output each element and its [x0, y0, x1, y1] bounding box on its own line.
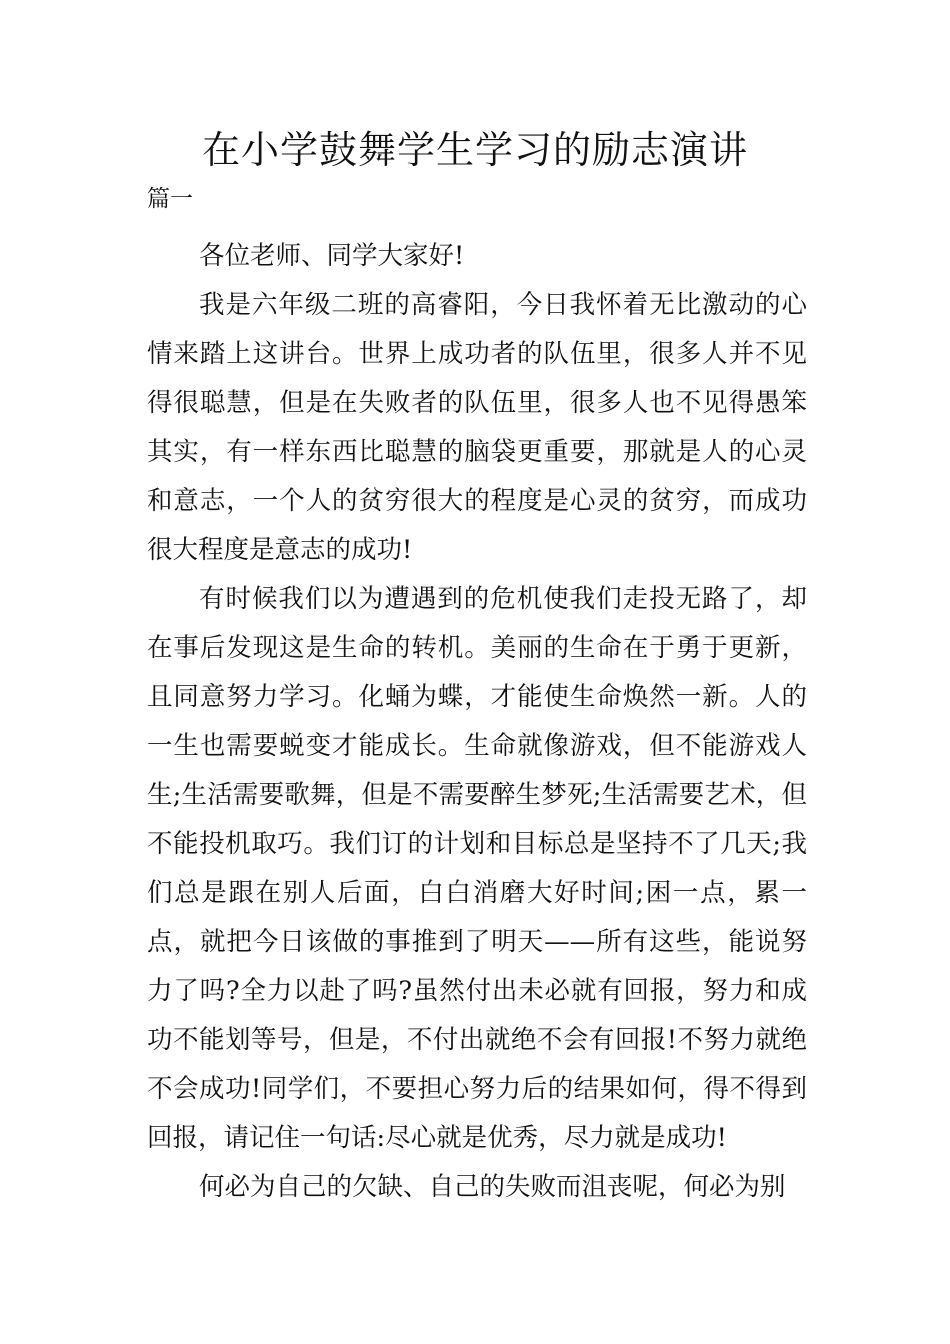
paragraph-effort: 有时候我们以为遭遇到的危机使我们走投无路了，却在事后发现这是生命的转机。美丽的生命在于勇于更新，且同意努力学习。化蛹为蝶，才能使生命焕然一新。人的一生也需要蜕变才能成长。生命就像游戏，但不能游戏人生;生活需要歌舞，但是不需要醉生梦死;生活需要艺术，但不能投机取巧。我们订的计划和目标总是坚持不了几天;我们总是跟在别人后面，白白消磨大好时间;困一点，累一点，就把今日该做的事推到了明天——所有这些，能说努力了吗?全力以赴了吗?虽然付出未必就有回报，努力和成功不能划等号，但是，不付出就绝不会有回报!不努力就绝不会成功!同学们，不要担心努力后的结果如何，得不得到回报，请记住一句话:尽心就是优秀，尽力就是成功!	[147, 584, 807, 1153]
paragraph-greeting: 各位老师、同学大家好!	[199, 241, 465, 271]
document-title: 在小学鼓舞学生学习的励志演讲	[201, 128, 748, 172]
document-body	[147, 232, 807, 1212]
paragraph-introduction: 我是六年级二班的高睿阳，今日我怀着无比激动的心情来踏上这讲台。世界上成功者的队伍里，很多人并不见得很聪慧，但是在失败者的队伍里，很多人也不见得愚笨其实，有一样东西比聪慧的脑袋更重要，那就是人的心灵和意志，一个人的贫穷很大的程度是心灵的贫穷，而成功很大程度是意志的成功!	[147, 290, 807, 565]
paragraph-continuation: 何必为自己的欠缺、自己的失败而沮丧呢，何必为别	[199, 1172, 786, 1202]
section-label: 篇一	[147, 186, 193, 212]
